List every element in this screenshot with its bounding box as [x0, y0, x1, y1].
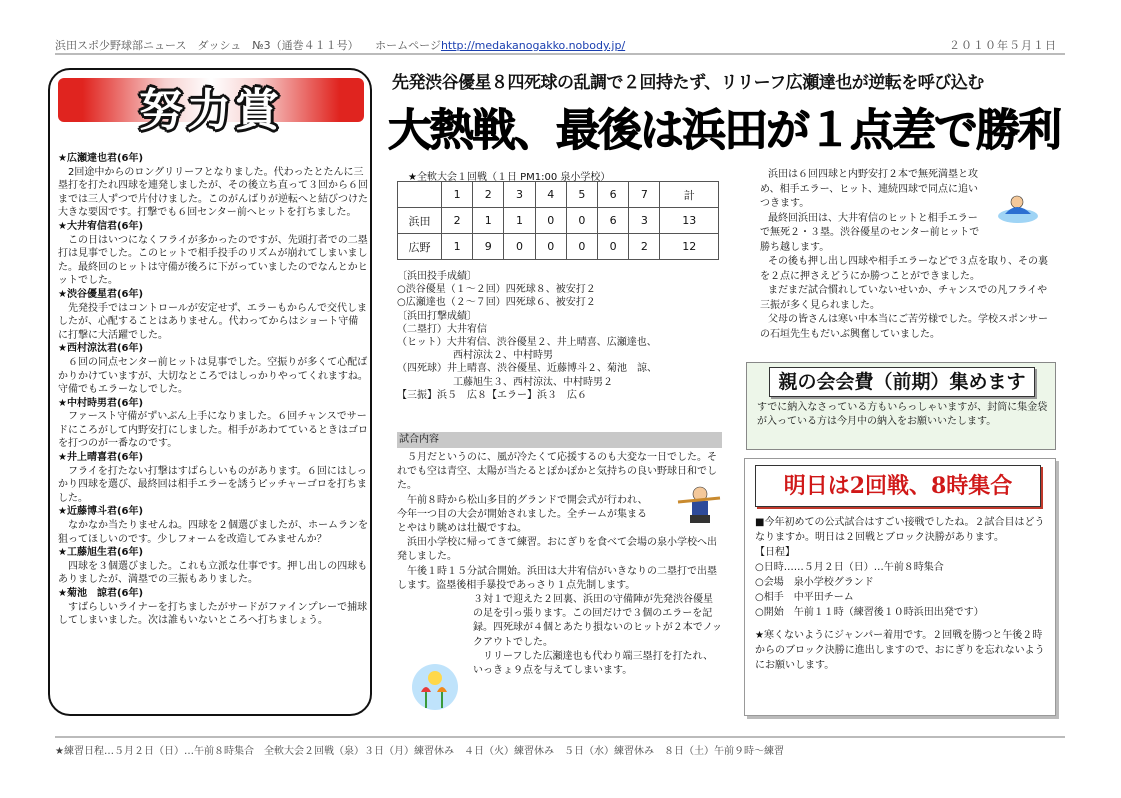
award-entry-name: ★大井宥信君(6年): [58, 220, 144, 232]
award-entry: [58, 397, 368, 451]
award-entry-text: なかなか当たりませんね。四球を２個選びましたが、ホームランを狙ってほしいのです。少しフォームを改造してみませんか？: [58, 520, 368, 545]
award-entry-text: ファースト守備がずいぶん上手になりました。６回チャンスでサードにころがして内野安打にしました。相手があわてているときはゴロを打つのが一番なのです。: [58, 411, 368, 450]
hits-line-cont: 西村涼汰２、中村時男: [453, 350, 553, 362]
award-title: 努力賞: [139, 85, 283, 136]
report-paragraph: ３対１で迎えた２回裏、浜田の守備陣が先発渋谷優星の足を引っ張ります。この回だけで３個のエラーを記録。四死球が４個とあたり損ないのヒットが２本でノックアウトでした。: [473, 594, 722, 648]
newsletter-header: [55, 35, 1065, 55]
tomorrow-title: 明日は2回戦、8時集合: [755, 465, 1041, 507]
main-headline: 大熱戦、最後は浜田が１点差で勝利: [388, 105, 1060, 156]
score-cell: 0: [566, 208, 597, 234]
award-entry: [58, 152, 368, 220]
pitching-heading: 〔浜田投手成績〕: [397, 271, 477, 282]
strikeouts-errors-line: 【三振】浜５ 広８【エラー】浜３ 広６: [397, 389, 587, 401]
score-cell: 2: [629, 234, 660, 260]
award-panel: [48, 68, 372, 716]
rain-child-clipart-icon: [995, 190, 1041, 224]
score-cell: 2: [442, 208, 473, 234]
report-paragraph: リリーフした広瀬達也も代わり端三塁打を打たれ、いっきょ９点を与えてしまいます。: [473, 650, 714, 677]
award-entry-name: ★工藤旭生君(6年): [58, 547, 144, 559]
award-entry-name: ★近藤博斗君(6年): [58, 506, 144, 518]
score-cell: 1: [442, 234, 473, 260]
award-entry-name: ★渋谷優星君(6年): [58, 288, 144, 300]
score-table: [397, 181, 719, 260]
award-entry-name: ★井上晴喜君(6年): [58, 452, 144, 464]
award-entry-text: 先発投手ではコントロールが安定せず、エラーもからんで交代しましたが、心配することはありません。代わってからはショート守備に打撃に大活躍でした。: [58, 302, 367, 341]
award-entry: [58, 587, 368, 628]
score-cell: 0: [504, 234, 535, 260]
award-entry: [58, 288, 368, 342]
award-entry-text: すばらしいライナーを打ちましたがサードがファインプレーで捕球してしまいました。次は誰もいないところへ打ちましょう。: [58, 601, 368, 627]
inning-header: 6: [598, 182, 629, 208]
schedule-place: ○会場 泉小学校グランド: [755, 577, 874, 588]
dues-notice: [746, 362, 1056, 450]
score-total: 13: [660, 208, 719, 234]
report-paragraph: 午後１時１５分試合開始。浜田は大井宥信がいきなりの二塁打で出塁します。盗塁後相手暴投であっさり１点先制します。: [397, 565, 717, 591]
header-date: ２０１０年５月１日: [949, 39, 1057, 52]
team-name: 広野: [398, 234, 442, 260]
schedule-opponent: ○相手 中平田チーム: [755, 592, 854, 603]
award-entry-text: フライを打たない打撃はすばらしいものがあります。６回にはしっかり四球を選び、最終回は相手エラーを誘うピッチャーゴロを打ちました。: [58, 465, 367, 504]
award-entry-name: ★中村時男君(6年): [58, 397, 144, 409]
report-paragraph: 浜田は６回四球と内野安打２本で無死満塁と攻め、相手エラー、ヒット、連続四球で同点に追いつきます。: [760, 169, 978, 209]
report-paragraph: 最終回浜田は、大井宥信のヒットと相手エラーで無死２・３塁。渋谷優星のセンター前ヒットで勝ち越します。: [760, 212, 980, 253]
score-table-caption: ★全軟大会１回戦（１日 PM1:00 泉小学校）: [408, 172, 611, 183]
score-cell: 1: [473, 208, 504, 234]
tomorrow-note: ★寒くないようにジャンパー着用です。２回戦を勝つと午後２時からのブロック決勝に進出しますので、おにぎりを忘れないようにお願いします。: [755, 630, 1045, 671]
award-entry-name: ★菊池 諒君(6年): [58, 588, 144, 599]
tomorrow-notice: [744, 458, 1056, 716]
award-list: [58, 152, 368, 628]
score-cell: 0: [566, 234, 597, 260]
total-header: 計: [660, 182, 719, 208]
award-entry-text: ６回の同点センター前ヒットは見事でした。空振りが多くて心配ばかりかけていますが、大切なところではしっかりやってくれますね。守備でもエラーなしでした。: [58, 356, 368, 396]
game-section-heading: 試合内容: [397, 432, 722, 448]
team-name: 浜田: [398, 208, 442, 234]
score-total: 12: [660, 234, 719, 260]
practice-schedule-footer: ★練習日程…５月２日（日）…午前８時集合 全軟大会２回戦（泉）３日（月）練習休み ４日（火）練習休み ５日（水）練習休み ８日（土）午前９時～練習: [55, 736, 1065, 756]
game-stats: [397, 270, 727, 402]
dues-title: 親の会会費（前期）集めます: [769, 367, 1035, 397]
award-entry: [58, 342, 368, 396]
award-entry: [58, 220, 368, 288]
inning-header: 7: [629, 182, 660, 208]
score-cell: 9: [473, 234, 504, 260]
tulip-flowers-clipart-icon: [410, 662, 460, 712]
report-paragraph: 午前８時から松山多目的グランドで開会式が行われ、今年一つ目の大会が開始されました。全チームが集まるとやはり眺めは壮観ですね。: [397, 494, 648, 535]
inning-header: 3: [504, 182, 535, 208]
award-title-banner: [58, 78, 364, 136]
pitching-line: ○渋谷優星（１～２回）四死球８、被安打２: [397, 284, 596, 296]
score-cell: 0: [598, 234, 629, 260]
score-corner-cell: [398, 182, 442, 208]
tomorrow-intro: ■今年初めての公式試合はすごい接戦でしたね。２試合目はどうなりますか。明日は２回戦とブロック決勝があります。: [755, 517, 1045, 543]
cheering-child-clipart-icon: [670, 484, 726, 526]
hits-line: （ヒット）大井宥信、渋谷優星２、井上晴喜、広瀬達也、: [397, 337, 657, 349]
award-entry-name: ★広瀬達也君(6年): [58, 153, 144, 164]
award-entry-name: ★西村涼汰君(6年): [58, 343, 144, 355]
inning-header: 4: [535, 182, 566, 208]
score-row-hirono: [398, 234, 719, 260]
batting-heading: 〔浜田打撃成績〕: [397, 310, 477, 322]
score-row-hamada: [398, 208, 719, 234]
award-entry: [58, 505, 368, 546]
award-entry-text: 2回途中からのロングリリーフとなりました。代わったとたんに三塁打を打たれ四球を連発しましたが、その後立ち直って３回から６回までは三人ずつで片付けました。このがんばりが逆転へと結びつけた大きな要因です。打撃でも６回センター前へヒットを打ちました。: [58, 166, 368, 219]
header-title-text: 浜田スポ少野球部ニュース ダッシュ №3（通巻４１１号） ホームページ: [55, 39, 441, 52]
dues-text: すでに納入なさっている方もいらっしゃいますが、封筒に集金袋が入っている方は今月中の納入をお願いいたします。: [757, 402, 1048, 427]
award-entry: [58, 451, 368, 505]
spacer: [755, 620, 1051, 628]
doubles-line: （二塁打）大井宥信: [397, 323, 487, 335]
score-cell: 1: [504, 208, 535, 234]
award-entry: [58, 546, 368, 587]
schedule-date: ○日時……５月２日（日）…午前８時集合: [755, 562, 944, 573]
inning-header: 2: [473, 182, 504, 208]
header-title: [55, 37, 625, 53]
award-entry-text: 四球を３個選びました。これも立派な仕事です。押し出しの四球もありましたが、満塁での三振もありました。: [58, 560, 368, 586]
score-cell: 0: [535, 208, 566, 234]
inning-header: 5: [566, 182, 597, 208]
report-paragraph: 父母の皆さんは寒い中本当にご苦労様でした。学校スポンサーの石垣先生もだいぶ興奮していました。: [760, 314, 1048, 340]
homepage-link[interactable]: http://medakanogakko.nobody.jp/: [440, 39, 626, 52]
score-cell: 3: [629, 208, 660, 234]
pitching-line: ○広瀬達也（２～７回）四死球６、被安打２: [397, 297, 596, 309]
score-cell: 6: [598, 208, 629, 234]
score-cell: 0: [535, 234, 566, 260]
sub-headline: 先発渋谷優星８四死球の乱調で２回持たず、リリーフ広瀬達也が逆転を呼び込む: [392, 73, 984, 93]
tomorrow-body: [755, 515, 1051, 673]
score-header-row: [398, 182, 719, 208]
schedule-start: ○開始 午前１１時（練習後１０時浜田出発です）: [755, 607, 984, 618]
schedule-heading: 【日程】: [755, 547, 795, 558]
report-paragraph: まだまだ試合慣れしていないせいか、チャンスでの凡フライや三振が多く見られました。: [760, 285, 1048, 311]
walks-line: （四死球）井上晴喜、渋谷優星、近藤博斗２、菊池 諒、: [397, 363, 657, 375]
report-paragraph: 浜田小学校に帰ってきて練習。おにぎりを食べて会場の泉小学校へ出発しました。: [397, 537, 717, 563]
report-paragraph: その後も押し出し四球や相手エラーなどで３点を取り、その裏を２点に押さえどうにか勝つことができました。: [760, 256, 1048, 282]
award-entry-text: この日はいつになくフライが多かったのですが、先頭打者での二塁打は見事でした。このヒットで相手投手のリズムが崩れてしまいました。最終回のヒットは守備が後ろに下がっていましたのでなんとかヒットでした。: [58, 234, 368, 287]
walks-line-cont: 工藤旭生３、西村涼汰、中村時男２: [453, 376, 613, 388]
report-paragraph: ５月だというのに、風が冷たくて応援するのも大変な一日でした。それでも空は青空、太陽が当たるとぽかぽかと気持ちの良い野球日和でした。: [397, 452, 717, 492]
inning-header: 1: [442, 182, 473, 208]
